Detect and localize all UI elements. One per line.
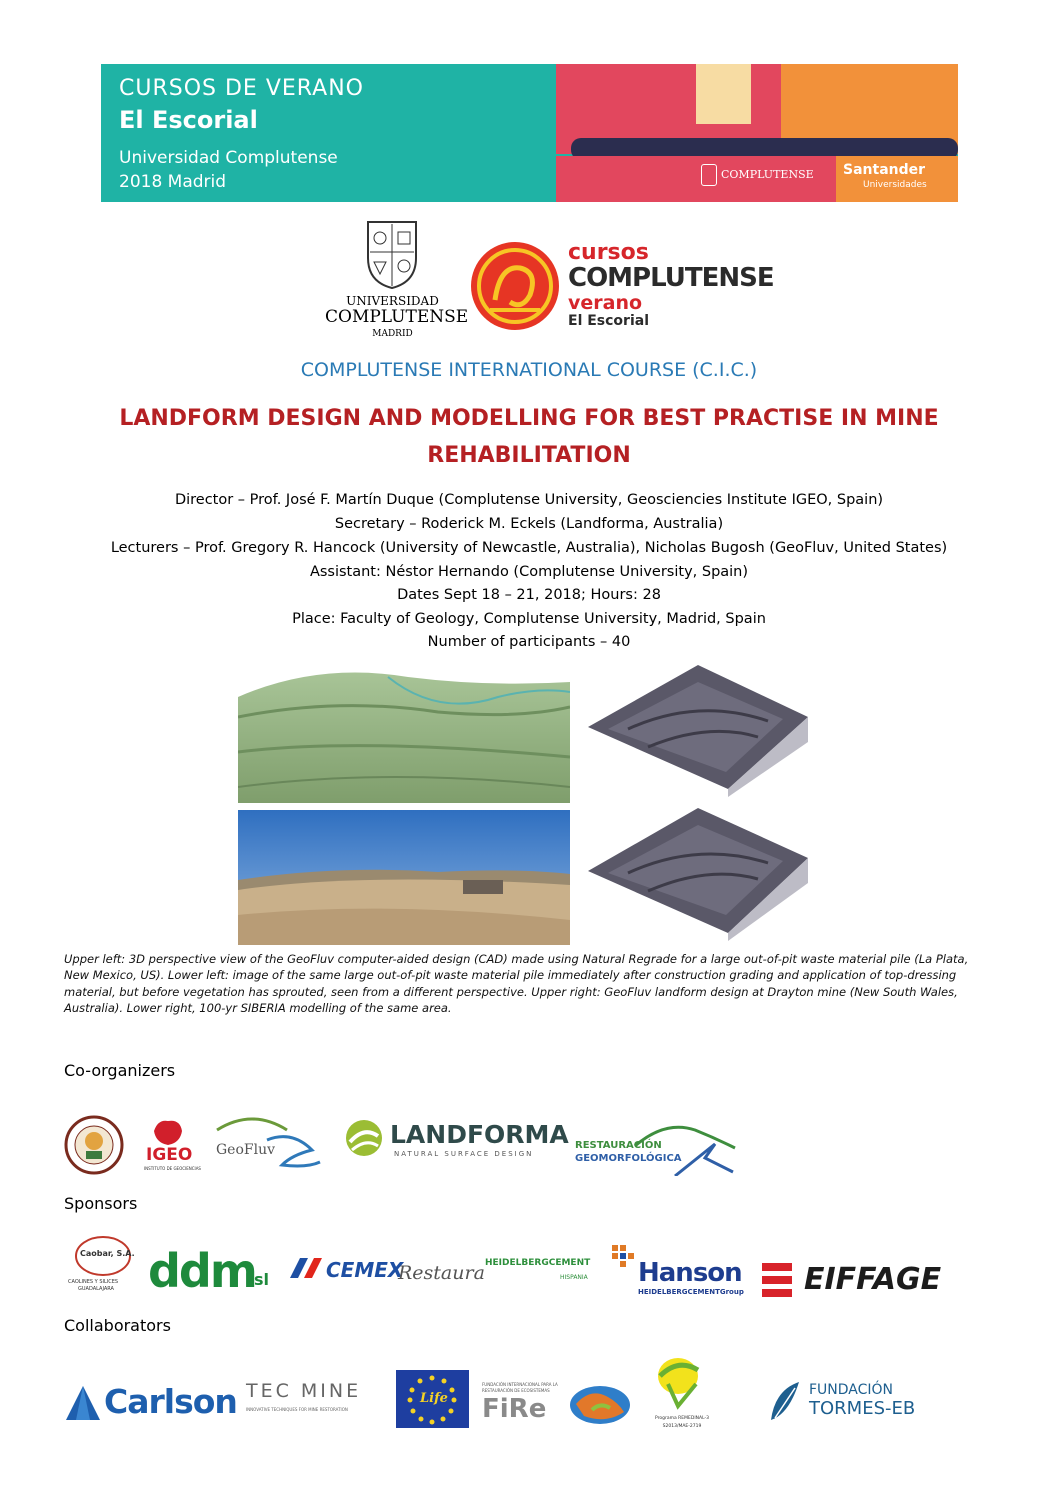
hanson-sub: HEIDELBERGCEMENTGroup: [638, 1288, 744, 1296]
santander-sub: Universidades: [863, 180, 927, 190]
caobar-sub2: GUADALAJARA: [78, 1286, 114, 1292]
eiffage-logo: EIFFAGE: [804, 1262, 942, 1297]
tecmine-sub: INNOVATIVE TECHNIQUES FOR MINE RESTORATION: [246, 1407, 348, 1412]
geology-school-seal-icon: [64, 1115, 124, 1175]
course-type-title: COMPLUTENSE INTERNATIONAL COURSE (C.I.C.): [300, 359, 758, 381]
collaborators-heading: Collaborators: [64, 1316, 171, 1335]
life-name: Life: [420, 1391, 448, 1406]
igeo-sub: INSTITUTO DE GEOCIENCIAS: [144, 1166, 201, 1171]
caobar-logo: [68, 1235, 138, 1297]
fire-top-line1: FUNDACIÓN INTERNACIONAL PARA LA: [482, 1382, 558, 1387]
caobar-name: Caobar, S.A.: [80, 1249, 135, 1258]
cursos-line2: COMPLUTENSE: [568, 263, 774, 293]
igeo-map-icon: [150, 1117, 186, 1147]
restauracion-geomorfologica-logo: [575, 1118, 740, 1176]
heidelberg-name: HEIDELBERGCEMENT: [485, 1258, 591, 1268]
fire-name: FiRe: [482, 1394, 547, 1424]
landforma-name: LANDFORMA: [390, 1120, 569, 1149]
cemex-restaura: Restaura: [398, 1262, 485, 1284]
heidelberg-sub: HISPANIA: [560, 1274, 588, 1281]
cursos-emblem-icon: [470, 240, 560, 332]
tecmine-logo: [246, 1380, 386, 1425]
cemex-name: CEMEX: [326, 1258, 404, 1282]
geofluv-river-icon: [212, 1110, 322, 1170]
course-title-line1: LANDFORM DESIGN AND MODELLING FOR BEST PRACTISE IN MINE: [119, 406, 939, 431]
santander-logo: Santander: [843, 162, 926, 178]
carlson-pyramid-icon: [64, 1384, 102, 1422]
course-title-line2: REHABILITATION: [427, 443, 631, 468]
place-line: Place: Faculty of Geology, Complutense University, Madrid, Spain: [292, 611, 766, 627]
director-line: Director – Prof. José F. Martín Duque (Complutense University, Geosciencies Institute IGEO, Spain): [174, 492, 884, 508]
cursos-line1: cursos: [568, 240, 649, 265]
remedinal-logo: [632, 1354, 732, 1436]
cursos-complutense-logo: [470, 240, 774, 332]
carlson-name: Carlson: [104, 1382, 237, 1421]
tormes-line1: FUNDACIÓN: [809, 1382, 894, 1398]
banner-title: CURSOS DE VERANO: [119, 76, 364, 101]
banner-ucm-logo: COMPLUTENSE: [721, 168, 814, 181]
fire-logo: [482, 1382, 634, 1427]
eu-life-logo: [396, 1370, 469, 1428]
landforma-logo: [344, 1118, 569, 1162]
ddm-name: ddm: [148, 1244, 256, 1298]
sponsors-heading: Sponsors: [64, 1194, 138, 1213]
cursos-line4: El Escorial: [568, 313, 649, 329]
hanson-h-icon: [762, 1263, 794, 1297]
cemex-restaura-logo: [290, 1256, 485, 1296]
landforma-sub: NATURAL SURFACE DESIGN: [394, 1150, 534, 1158]
geofluv-name: GeoFluv: [216, 1142, 276, 1158]
banner-subtitle: El Escorial: [119, 106, 258, 134]
ucm-crest-icon: [358, 218, 426, 290]
banner-university: Universidad Complutense: [119, 148, 338, 168]
waste-pile-photo: [238, 810, 570, 945]
ucm-line1: UNIVERSIDAD: [346, 294, 439, 308]
remedinal-sub: S2013/MAE-2719: [662, 1424, 702, 1429]
ucm-crest-icon: [701, 164, 717, 186]
hanson-logo: [612, 1245, 797, 1300]
fundacion-tormes-logo: [765, 1380, 925, 1425]
fire-top-line2: RESTAURACIÓN DE ECOSISTEMAS: [482, 1388, 550, 1393]
figure-caption: Upper left: 3D perspective view of the GeoFluv computer-aided design (CAD) made using Natural Regrade for a large out-of-pit waste material pile (La Plata, New Mexico, US). Lower left: image of the same large out-of-pit waste material pile immediately after construction grading and application of top-dressing material, but before vegetation has sprouted, seen from a different perspective. Upper right: GeoFluv landform design at Drayton mine (New South Wales, Australia). Lower right, 100-yr SIBERIA modelling of the same area.: [64, 952, 969, 1016]
lecturers-line: Lecturers – Prof. Gregory R. Hancock (University of Newcastle, Australia), Nicholas Bugosh (GeoFluv, United States): [110, 540, 948, 556]
caobar-sub1: CAOLINES Y SILICES: [68, 1279, 119, 1285]
ddm-logo: [148, 1244, 278, 1300]
secretary-line: Secretary – Roderick M. Eckels (Landforma, Australia): [334, 516, 724, 532]
hanson-name: Hanson: [638, 1258, 742, 1288]
cursos-line3: verano: [568, 292, 643, 314]
summer-courses-banner: [101, 64, 958, 202]
ucm-line3: MADRID: [372, 329, 413, 339]
assistant-line: Assistant: Néstor Hernando (Complutense University, Spain): [309, 564, 749, 580]
hanson-grid-icon: [612, 1245, 636, 1267]
geofluv-logo: [212, 1110, 322, 1170]
coorganizers-heading: Co-organizers: [64, 1061, 176, 1080]
restauracion-line1: RESTAURACIÓN: [575, 1140, 662, 1151]
landforma-leaf-icon: [344, 1118, 384, 1158]
ucm-logo: [325, 218, 469, 340]
tecmine-name: TEC MINE: [246, 1380, 362, 1402]
igeo-name: IGEO: [146, 1145, 193, 1165]
restauracion-line2: GEOMORFOLÓGICA: [575, 1153, 682, 1164]
remedinal-name: Programa REMEDINAL-3: [654, 1416, 710, 1421]
fire-globe-icon: [566, 1384, 632, 1426]
carlson-logo: [64, 1382, 239, 1427]
ucm-line2: COMPLUTENSE: [325, 307, 469, 327]
ddm-sl: sl: [254, 1270, 270, 1289]
siberia-modelling-image: [578, 803, 818, 943]
dates-line: Dates Sept 18 – 21, 2018; Hours: 28: [397, 587, 661, 603]
cad-landform-image: [238, 657, 570, 803]
heidelbergcement-logo: [485, 1258, 605, 1288]
igeo-logo: [144, 1117, 201, 1177]
banner-year: 2018 Madrid: [119, 172, 227, 192]
participants-line: Number of participants – 40: [427, 634, 631, 650]
tormes-feather-icon: [765, 1380, 805, 1424]
remedinal-swirl-icon: [652, 1354, 712, 1412]
drayton-landform-design-image: [578, 657, 818, 803]
tormes-line2: TORMES-EB: [809, 1398, 916, 1419]
